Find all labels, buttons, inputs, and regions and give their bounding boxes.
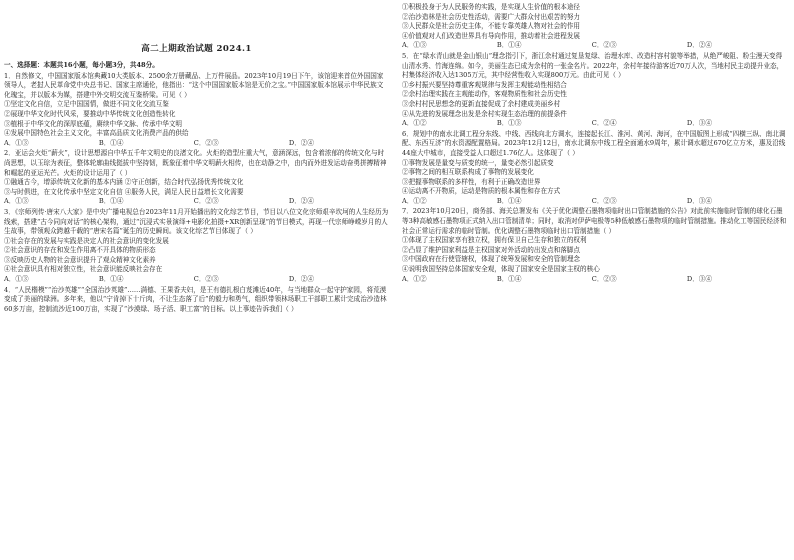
answer-choice: C．②③ [591, 274, 617, 283]
q2-option: ③与时俱进，在文化传承中坚定文化自信 ④服务人民，满足人民日益增长文化需要 [4, 187, 244, 196]
answer-choice: D．②④ [288, 275, 314, 284]
answer-choice: C．②③ [591, 196, 617, 205]
q4-option: ②治沙造林是社会历史性活动，需要广大群众付出艰苦的努力 [402, 12, 581, 21]
q6-answers [402, 197, 712, 207]
answer-choice: A．①③ [4, 138, 29, 147]
q5-option: ③余村村民思想念的更新直接促成了余村建成美丽乡村 [402, 99, 561, 108]
answer-choice: A．①③ [4, 275, 29, 284]
q4-option: ③人民群众是社会历史主体，不能专靠英雄人物对社会的作用 [402, 22, 581, 31]
answer-choice: A．①② [402, 196, 427, 205]
q7-option: ④说明我国坚持总体国家安全观，体现了国家安全是国家主权的核心 [402, 265, 600, 274]
answer-choice: A．①③ [402, 41, 427, 50]
q7-option: ②凸显了维护国家利益是主权国家对外活动的出发点和落脚点 [402, 245, 581, 254]
answer-choice: C．②③ [193, 197, 219, 206]
q3-option: ②社会意识的存在和发生作用离不开具体的物质形态 [4, 246, 156, 255]
answer-choice: A．①③ [4, 197, 29, 206]
q3-option: ③反映历史人物的社会意识提升了观众精神文化素养 [4, 255, 156, 264]
q1-option: ②展现中华文化时代风采，要推动中华传统文化创造性转化 [4, 109, 176, 118]
q7-option: ①体现了主权国家享有独立权，拥有保卫自己生存和独立的权利 [402, 236, 587, 245]
q1-option: ①坚定文化自信，立足中国国情，做进不同文化交流互鉴 [4, 100, 169, 109]
q6-option: ②事物之间的相互联系构成了事物的发展变化 [402, 168, 534, 177]
q5-option: ①乡村振兴要坚持尊重客观规律与发挥主观能动性相结合 [402, 80, 567, 89]
exam-title: 高二上期政治试题 2024.1 [141, 44, 252, 54]
answer-choice: B．①③ [496, 119, 522, 128]
answer-choice: C．②③ [591, 41, 617, 50]
q1-answers [4, 139, 314, 149]
question-3: 3．《宗师列传·唐宋八大家》是中央广播电视总台2023年11月开始播出的文化综艺节目，节目以八位文化宗师艰辛坎坷的人生经历为线索，搭建“古今同向对话”的核心架构，通过“沉浸式实景演绎+电影化拍摄+XR创新呈现”的节目模式，再现一代宗师峥嵘岁月的人生故事，带领观众跨越千载的“唐宋名篇”诞生的历史瞬间。该文化综艺节目体现了（ ） [4, 207, 389, 236]
right-column [402, 3, 787, 285]
question-5: 5．在“绿水青山就是金山银山”理念指引下，浙江余村通过复垦复绿、治理水库、改造村容村貌等举措，从绝严峻阻、粉尘漫天变得山清水秀、竹海连绵。如今，美丽生态已成为余村的一张金名片。2022年，余村年接待游客近70万人次，当地村民主动提升业态，村集体经济收入达1305万元，其中经营性收入实现800万元。由此可见（ ） [402, 51, 784, 80]
answer-choice: D．②④ [686, 41, 712, 50]
q2-option: ①融通古今，增添传统文化新的基本内涵 ②守正创新，结合时代弘扬优秀传统文化 [4, 178, 244, 187]
q3-answers [4, 275, 314, 285]
q6-option: ④运动离不开物质，运动是物质的根本属性和存在方式 [402, 187, 561, 196]
q1-option: ③植根于中华文化的深厚底蕴，赓续中华文脉、传承中华文明 [4, 119, 183, 128]
q5-answers [402, 119, 712, 129]
question-6: 6．规划中的南水北调工程分东线、中线、西线向北方调水，连接起长江、淮河、黄河、海河，在中国版图上形成“四横三纵、南北调配、东西互济”的水资源配置格局。2023年12月12日，南水北调东中线工程全面通水9周年，累计调水超过670亿立方米，惠及沿线44座大中城市，直接受益人口超过1.76亿人。这体现了（ ） [402, 129, 786, 157]
q7-option: ③中国政府在行使管辖权，体现了统筹发展和安全的管制理念 [402, 255, 581, 264]
answer-choice: D．③④ [686, 119, 712, 128]
q4-answers [402, 41, 712, 51]
answer-choice: D．③④ [686, 274, 712, 283]
answer-choice: D．③④ [686, 196, 712, 205]
answer-choice: A．①② [402, 274, 427, 283]
question-1: 1．自然修文，中国国家版本馆典藏10大类版本、2500余万册藏品、上万件展品。2023年10月19日下午，该馆迎来首位外国国家领导人，老挝人民革命党中央总书记、国家主席通伦，他指出：“这个中国国家版本馆是无价之宝。”中国国家版本馆展示中华民族文化瑰宝，并以版本为媒，搭建中外交明交流互鉴桥梁。可见（ ） [4, 71, 384, 99]
answer-choice: D．②④ [288, 138, 314, 147]
answer-choice: B．①④ [98, 138, 124, 147]
q4-option: ①积极投身于为人民服务的实践，是实现人生价值的根本途径 [402, 3, 581, 11]
q1-option: ④发展中国特色社会主义文化，丰富高品质文化消费产品的供给 [4, 129, 189, 138]
q6-option: ①事物发展是量变与质变的统一，量变必然引起质变 [402, 158, 554, 167]
answer-choice: C．②③ [193, 138, 219, 147]
answer-choice: B．①④ [496, 41, 522, 50]
q6-option: ③把握事物联系的多样性，有利于正确改造世界 [402, 177, 541, 186]
q7-answers [402, 275, 712, 285]
question-2: 2．亚运会火炬“薪火”，设计思想源自中华五千年文明史的良渚文化。火炬的造型庄重大气，意涵深远，包含着浓郁的传统文化与时尚思想，以玉琮为表征，整体轮廓曲线挺拔中坚持韧，既象征着中华文明薪火相传，也在动静之中，由内而外进发运动奋勇拼搏精神和崛起的亚运光芒。火炬的设计运用了（ ） [4, 149, 387, 177]
question-4: 4．“人民楷模”“治沙英雄”“全国治沙英雄”……满德、王果香夫妇，是王有德扎根白芨滩近40年，与当地群众一起守护家园，将荒漠变成了美丽的绿洲。多年来，他以“宁肯掉下十斤肉，不让生态落了后”的毅力和勇气，组织带领林场职工干部职工累计完成治沙造林60多万亩，控制流沙近100万亩，实现了“沙漠绿、场子活、职工富”的目标。以上事迹告诉我们（ ） [4, 285, 387, 313]
q3-option: ④社会意识具有相对独立性，社会意识能反映社会存在 [4, 265, 163, 274]
answer-choice: B．①④ [496, 274, 522, 283]
answer-choice: B．①④ [98, 275, 124, 284]
answer-choice: C．②④ [591, 119, 617, 128]
answer-choice: C．②③ [193, 275, 219, 284]
question-7: 7．2023年10月20日，商务部、海关总署发布《关于优化调整石墨物项临时出口管制措施的公告》对此前实施临时管制的球化石墨等3种高敏感石墨物项正式纳入出口管制清单；同时，取消对伊萨电极等5种低敏感石墨物项的临时管制措施。推动化工等国民经济和社会正常运行需求的临时管制。优化调整石墨物项临时出口管制措施（ ） [402, 207, 787, 235]
answer-choice: D．②④ [288, 197, 314, 206]
q5-option: ④从先进的发展理念出发是余村实现生态治理的前提条件 [402, 109, 567, 118]
answer-choice: B．①④ [496, 196, 522, 205]
q5-option: ②余村治理实践在主观能动作，客观物质性和社会历史性 [402, 90, 567, 99]
q4-option: ④价值观对人们改造世界具有导向作用，推动着社会进程发展 [402, 31, 581, 40]
answer-choice: B．①④ [98, 197, 124, 206]
answer-choice: A．①② [402, 119, 427, 128]
left-column [4, 0, 389, 314]
q3-option: ①社会存在的发展与实践是决定人的社会意识的变化发展 [4, 236, 169, 245]
section-heading: 一、选择题：本题共16小题，每小题3分，共48分。 [4, 61, 159, 69]
q2-answers [4, 197, 314, 207]
